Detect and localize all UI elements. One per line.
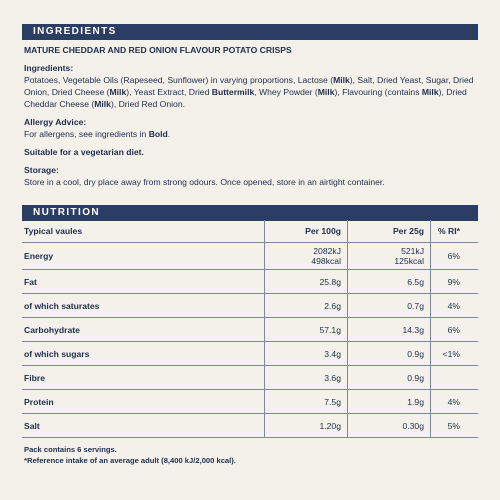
per100g-value-cell xyxy=(265,270,348,294)
allergen-text: Buttermilk xyxy=(211,87,255,97)
nutrition-row xyxy=(22,243,478,270)
allergy-text-bold: Bold xyxy=(148,129,168,139)
per25g-value-cell xyxy=(348,318,431,342)
ingredient-text: ), Dried Red Onion. xyxy=(110,99,185,109)
per25g-value-cell xyxy=(348,294,431,318)
ri-value: 4% xyxy=(431,390,479,414)
per25g-value-cell xyxy=(348,366,431,390)
nutrition-row xyxy=(22,318,478,342)
per25g-value: 0.9g xyxy=(407,348,424,359)
nutrient-name: Fibre xyxy=(22,366,265,390)
ingredients-section xyxy=(24,44,478,188)
allergy-text-post: . xyxy=(167,129,171,139)
per25g-value: 6.5g xyxy=(407,276,424,287)
nutrition-header-row xyxy=(22,220,478,243)
per100g-value-cell xyxy=(265,390,348,414)
ingredient-text: ), Salt, Dried Yeast, Sugar, Dried Onion, Dried Cheese ( xyxy=(24,75,474,97)
allergen-text: Milk xyxy=(109,87,127,97)
nutrition-row xyxy=(22,294,478,318)
per100g-value: 1.20g xyxy=(319,420,341,431)
per100g-value: 25.8g xyxy=(319,276,341,287)
col-header-per25g: Per 25g xyxy=(348,220,431,243)
footnote-servings: Pack contains 6 servings. xyxy=(24,445,117,454)
ri-value: 9% xyxy=(431,270,479,294)
nutrition-table-body xyxy=(22,243,478,438)
per25g-value: 14.3g xyxy=(402,324,424,335)
per100g-value-cell xyxy=(265,366,348,390)
ri-value: 6% xyxy=(431,318,479,342)
footnote-ri: *Reference intake of an average adult (8,400 kJ/2,000 kcal). xyxy=(24,456,236,465)
per100g-value: 2.6g xyxy=(324,300,341,311)
allergy-text xyxy=(24,128,478,140)
per100g-value: 2082kJ xyxy=(313,246,341,256)
nutrient-name: Fat xyxy=(22,270,265,294)
per25g-value: 1.9g xyxy=(407,396,424,407)
ri-value: <1% xyxy=(431,342,479,366)
nutrition-row xyxy=(22,390,478,414)
footnotes xyxy=(24,444,236,466)
per25g-value: 0.30g xyxy=(402,420,424,431)
ingredient-text: , Whey Powder ( xyxy=(254,87,318,97)
nutrition-row xyxy=(22,414,478,438)
ri-value: 4% xyxy=(431,294,479,318)
per25g-value-cell xyxy=(348,342,431,366)
per25g-value-cell xyxy=(348,414,431,438)
per100g-value-cell xyxy=(265,243,348,270)
nutrition-row xyxy=(22,342,478,366)
per25g-value: 521kJ xyxy=(401,246,424,256)
allergen-text: Milk xyxy=(333,75,350,85)
product-title: MATURE CHEDDAR AND RED ONION FLAVOUR POTATO CRISPS xyxy=(24,45,292,55)
ingredient-text: ), Flavouring (contains xyxy=(334,87,422,97)
nutrient-name: of which sugars xyxy=(22,342,265,366)
per100g-value-cell xyxy=(265,318,348,342)
per25g-value-cell xyxy=(348,243,431,270)
col-header-typical: Typical vaules xyxy=(22,220,265,243)
ri-value xyxy=(431,366,479,390)
per100g-value-cell xyxy=(265,414,348,438)
nutrient-name: Carbohydrate xyxy=(22,318,265,342)
per25g-value: 0.9g xyxy=(407,372,424,383)
storage-heading: Storage: xyxy=(24,165,59,175)
allergy-heading: Allergy Advice: xyxy=(24,117,87,127)
ri-value: 5% xyxy=(431,414,479,438)
nutrition-table xyxy=(22,220,478,438)
per100g-value: 7.5g xyxy=(324,396,341,407)
nutrient-name: Energy xyxy=(22,243,265,270)
ingredient-text: ), Dried Cheddar Cheese ( xyxy=(24,87,467,109)
ri-value: 6% xyxy=(431,243,479,270)
per25g-value-cell xyxy=(348,270,431,294)
per100g-value-cell xyxy=(265,294,348,318)
nutrition-header: NUTRITION xyxy=(22,205,478,221)
ingredients-heading: Ingredients: xyxy=(24,63,74,73)
allergen-text: Milk xyxy=(94,99,111,109)
per25g-value: 0.7g xyxy=(407,300,424,311)
allergen-text: Milk xyxy=(421,87,439,97)
per100g-value: 3.6g xyxy=(324,372,341,383)
ingredients-header: INGREDIENTS xyxy=(22,24,478,40)
vegetarian-note: Suitable for a vegetarian diet. xyxy=(24,147,144,157)
ingredient-text: ), Yeast Extract, Dried xyxy=(126,87,212,97)
per100g-value: 3.4g xyxy=(324,348,341,359)
nutrient-name: Protein xyxy=(22,390,265,414)
nutrient-name: Salt xyxy=(22,414,265,438)
ingredient-text: Potatoes, Vegetable Oils (Rapeseed, Sunflower) in varying proportions, Lactose ( xyxy=(24,75,334,85)
col-header-ri: % RI* xyxy=(431,220,479,243)
per100g-value: 498kcal xyxy=(311,256,341,266)
allergen-text: Milk xyxy=(317,87,335,97)
col-header-per100g: Per 100g xyxy=(265,220,348,243)
per100g-value-cell xyxy=(265,342,348,366)
nutrient-name: of which saturates xyxy=(22,294,265,318)
nutrition-row xyxy=(22,270,478,294)
nutrition-row xyxy=(22,366,478,390)
storage-text: Store in a cool, dry place away from strong odours. Once opened, store in an airtight container. xyxy=(24,177,385,187)
ingredients-text xyxy=(24,74,478,110)
allergy-text-pre: For allergens, see ingredients in xyxy=(24,129,149,139)
per100g-value: 57.1g xyxy=(319,324,341,335)
per25g-value: 125kcal xyxy=(394,256,424,266)
per25g-value-cell xyxy=(348,390,431,414)
